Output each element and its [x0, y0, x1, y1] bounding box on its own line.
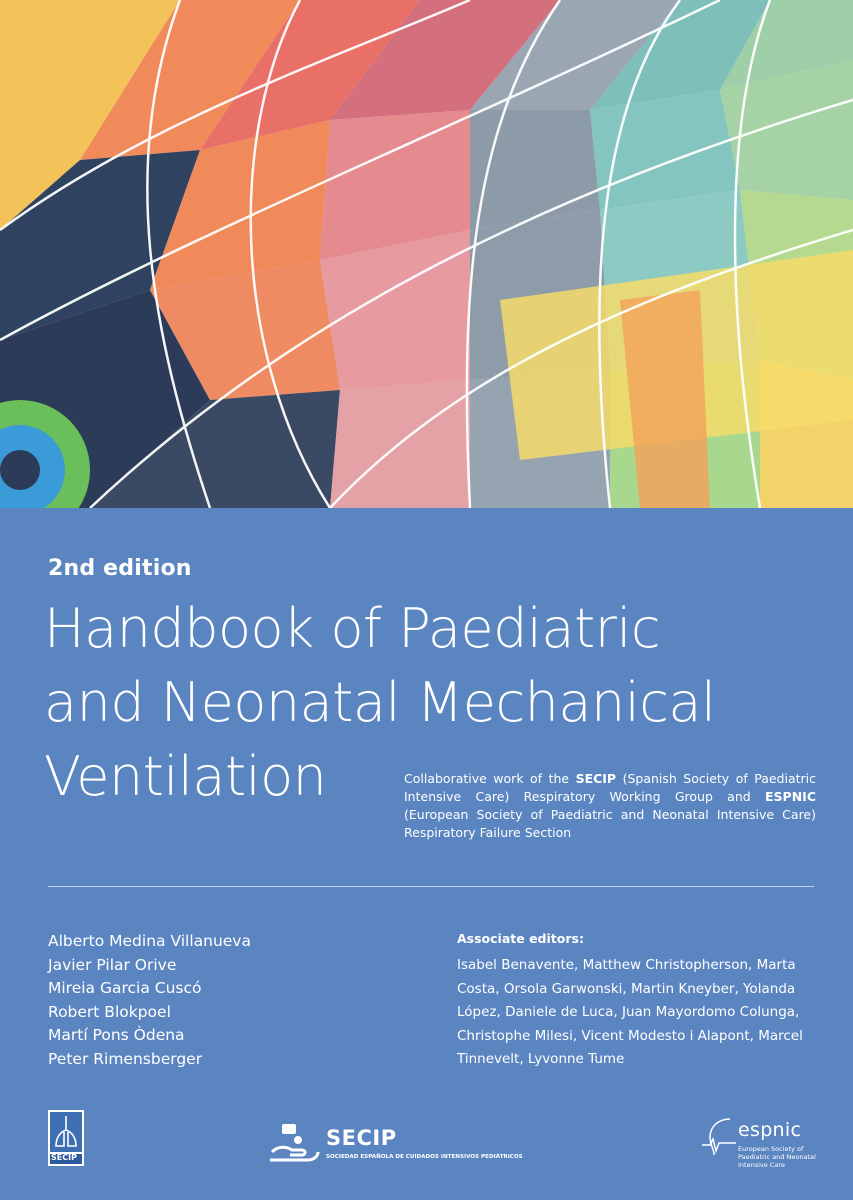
- edition-label: 2nd edition: [48, 556, 192, 581]
- collab-text-3: (European Society of Paediatric and Neonatal Intensive Care) Respiratory Failure Section: [404, 807, 816, 840]
- espnic-heartbeat-icon: [700, 1115, 740, 1165]
- title-line-1: Handbook of Paediatric: [44, 597, 661, 660]
- collab-text-2: (Spanish Society of Paediatric Intensive Care) Respiratory Working Group and: [404, 771, 816, 804]
- author-name: Javier Pilar Orive: [48, 955, 177, 974]
- secip-name: SECIP: [326, 1126, 397, 1150]
- espnic-name: espnic: [738, 1119, 802, 1141]
- author-name: Martí Pons Òdena: [48, 1026, 185, 1044]
- collab-org-espnic: ESPNIC: [765, 789, 816, 804]
- collab-text-1: Collaborative work of the: [404, 771, 576, 786]
- author-name: Robert Blokpoel: [48, 1002, 171, 1021]
- author-name: Peter Rimensberger: [48, 1049, 203, 1068]
- espnic-logo: [700, 1115, 820, 1175]
- author-name: Alberto Medina Villanueva: [48, 932, 251, 950]
- espnic-subtitle: European Society of Paediatric and Neonatal Intensive Care: [738, 1145, 816, 1169]
- secip-hands-icon: [268, 1122, 320, 1168]
- associate-editors-label: Associate editors:: [457, 931, 584, 946]
- authors-list: [48, 930, 251, 1071]
- secip-lung-logo: [48, 1110, 84, 1166]
- divider: [48, 886, 814, 887]
- collab-org-secip: SECIP: [575, 771, 617, 786]
- title-line-2: and Neonatal Mechanical: [44, 671, 716, 734]
- associate-editors-list: Isabel Benavente, Matthew Christopherson, Marta Costa, Orsola Garwonski, Martin Kneyber, Yolanda López, Daniele de Luca, Juan Mayordomo Colunga, Christophe Milesi, Vicent Modesto i Alapont, Marcel Tinnevelt, Lyvonne Tume: [457, 957, 803, 1067]
- collaboration-note: [404, 770, 816, 842]
- secip-subtitle: SOCIEDAD ESPAÑOLA DE CUIDADOS INTENSIVOS PEDIÁTRICOS: [326, 1154, 523, 1160]
- secip-logo: [268, 1122, 528, 1168]
- title-line-3: Ventilation: [44, 745, 327, 808]
- lung-logo-text: SECIP: [51, 1153, 77, 1162]
- balloon-photo: [0, 0, 853, 508]
- author-name: Mireia Garcia Cuscó: [48, 979, 202, 997]
